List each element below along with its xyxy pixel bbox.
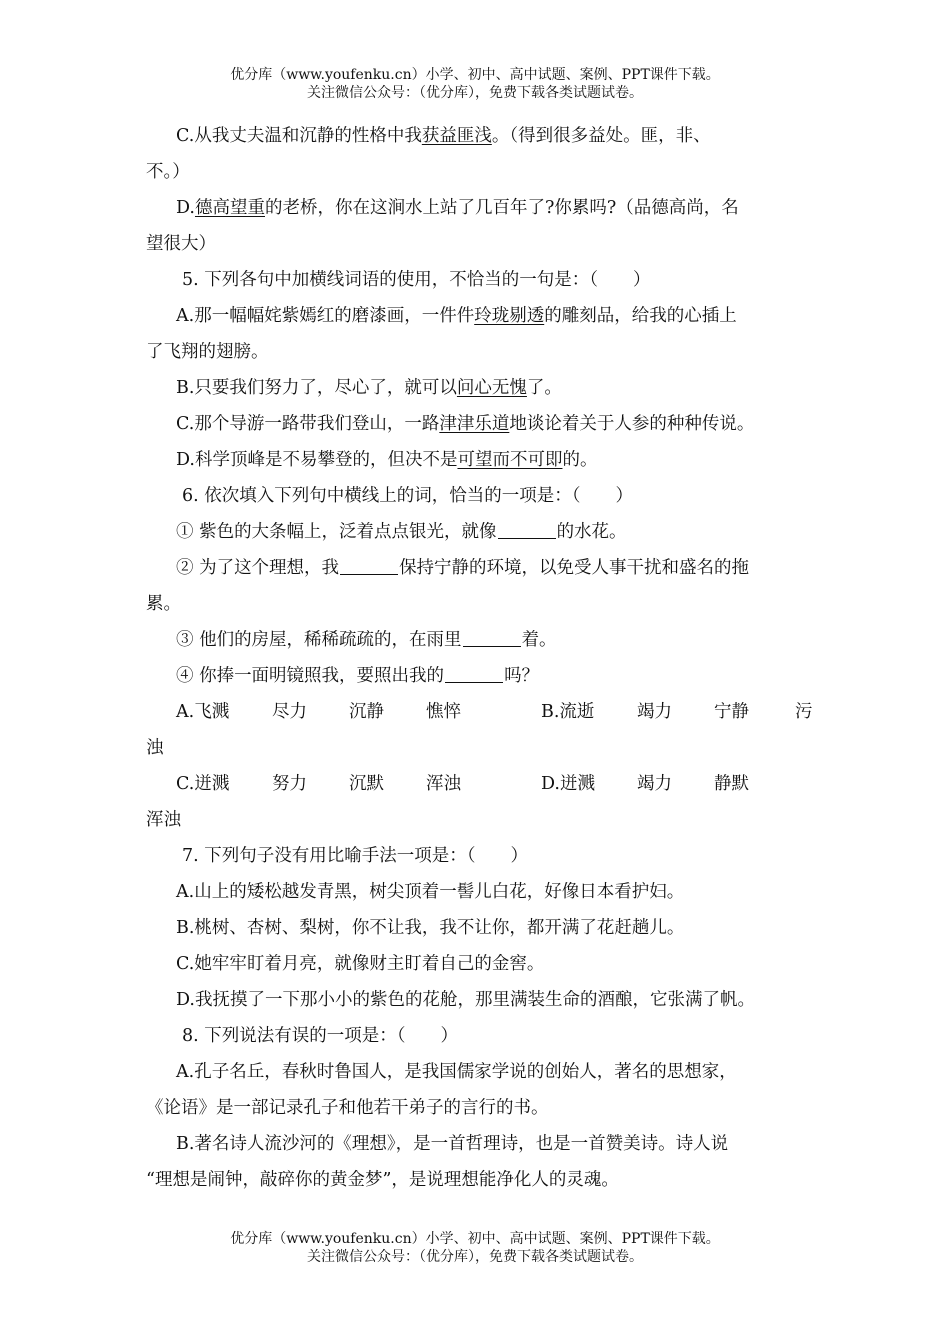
q8-option-a-cont: 《论语》是一部记录孔子和他若干弟子的言行的书。 xyxy=(146,1098,549,1118)
underlined-term: 玲珑剔透 xyxy=(474,306,545,326)
option-word: 沉默 xyxy=(349,774,384,794)
q8-stem: 8. 下列说法有误的一项是：（ ） xyxy=(182,1026,459,1046)
answer-blank xyxy=(463,630,521,647)
option-word: 憔悴 xyxy=(426,702,461,722)
q7-option-c: C.她牢牢盯着月亮，就像财主盯着自己的金窖。 xyxy=(176,954,545,974)
option-word: 尽力 xyxy=(272,702,307,722)
header-line-1: 优分库（www.youfenku.cn）小学、初中、高中试题、案例、PPT课件下载。 xyxy=(230,67,720,83)
q6-sentence-2-cont: 累。 xyxy=(146,594,181,614)
option-word: 污 xyxy=(795,702,813,722)
q4-option-d: D.德高望重的老桥，你在这涧水上站了几百年了?你累吗?（品德高尚，名 xyxy=(176,198,739,218)
q6-sentence-4: ④ 你捧一面明镜照我，要照出我的 吗？ xyxy=(176,666,540,686)
option-word: 静默 xyxy=(714,774,749,794)
q6-sentence-1: ① 紫色的大条幅上，泛着点点银光，就像 的水花。 xyxy=(176,522,627,542)
option-word: 沉静 xyxy=(349,702,384,722)
q6-options-ab xyxy=(146,694,813,730)
footer-line-2: 关注微信公众号：（优分库），免费下载各类试题试卷。 xyxy=(307,1249,643,1265)
option-word: 竭力 xyxy=(637,702,672,722)
underlined-term: 获益匪浅 xyxy=(421,126,492,146)
q4-option-c-cont: 不。） xyxy=(146,162,190,182)
option-word: 竭力 xyxy=(637,774,672,794)
q8-option-b: B.著名诗人流沙河的《理想》，是一首哲理诗，也是一首赞美诗。诗人说 xyxy=(176,1134,729,1154)
q5-option-c: C.那个导游一路带我们登山，一路津津乐道地谈论着关于人参的种种传说。 xyxy=(176,414,755,434)
q5-stem: 5. 下列各句中加横线词语的使用，不恰当的一句是：（ ） xyxy=(182,270,651,290)
q4-option-d-cont: 望很大） xyxy=(146,234,216,254)
q6-stem: 6. 依次填入下列句中横线上的词，恰当的一项是：（ ） xyxy=(182,486,634,506)
q5-option-b: B.只要我们努力了，尽心了，就可以问心无愧了。 xyxy=(176,378,562,398)
header-line-2: 关注微信公众号：（优分库），免费下载各类试题试卷。 xyxy=(307,85,643,101)
q6-options-cd xyxy=(146,766,806,802)
q5-option-a-cont: 了飞翔的翅膀。 xyxy=(146,342,269,362)
q5-option-d: D.科学顶峰是不易攀登的，但决不是可望而不可即的。 xyxy=(176,450,598,470)
document-body xyxy=(146,118,813,1198)
answer-blank xyxy=(445,666,503,683)
option-word: 宁静 xyxy=(714,702,749,722)
option-word: 浑浊 xyxy=(426,774,461,794)
q7-option-d: D.我抚摸了一下那小小的紫色的花舱，那里满装生命的酒酿，它张满了帆。 xyxy=(176,990,755,1010)
underlined-term: 问心无愧 xyxy=(456,378,527,398)
q6-sentence-2: ② 为了这个理想，我 保持宁静的环境，以免受人事干扰和盛名的拖 xyxy=(176,558,750,578)
q4-option-c: C.从我丈夫温和沉静的性格中我获益匪浅。（得到很多益处。匪，非、 xyxy=(176,126,711,146)
q6-options-ab-cont: 浊 xyxy=(146,738,164,758)
option-word: B.流逝 xyxy=(541,702,595,722)
q5-option-a: A.那一幅幅姹紫嫣红的磨漆画，一件件玲珑剔透的雕刻品，给我的心插上 xyxy=(176,306,737,326)
q6-sentence-3: ③ 他们的房屋，稀稀疏疏的，在雨里 着。 xyxy=(176,630,557,650)
option-word: D.迸溅 xyxy=(541,774,595,794)
option-word: A.飞溅 xyxy=(176,702,230,722)
option-word: 努力 xyxy=(272,774,307,794)
answer-blank xyxy=(340,558,398,575)
q8-option-b-cont: “理想是闹钟，敲碎你的黄金梦”，是说理想能净化人的灵魂。 xyxy=(146,1170,619,1190)
underlined-term: 津津乐道 xyxy=(439,414,510,434)
q7-option-a: A.山上的矮松越发青黑，树尖顶着一髻儿白花，好像日本看护妇。 xyxy=(176,882,685,902)
footer-line-1: 优分库（www.youfenku.cn）小学、初中、高中试题、案例、PPT课件下载。 xyxy=(230,1231,720,1247)
answer-blank xyxy=(498,522,556,539)
q8-option-a: A.孔子名丘，春秋时鲁国人，是我国儒家学说的创始人，著名的思想家， xyxy=(176,1062,737,1082)
q6-options-cd-cont: 浑浊 xyxy=(146,810,181,830)
page-footer xyxy=(0,1230,950,1266)
option-word: C.迸溅 xyxy=(176,774,230,794)
q7-stem: 7. 下列句子没有用比喻手法一项是：（ ） xyxy=(182,846,529,866)
underlined-term: 可望而不可即 xyxy=(457,450,563,470)
page-header xyxy=(0,66,950,102)
q7-option-b: B.桃树、杏树、梨树，你不让我，我不让你，都开满了花赶趟儿。 xyxy=(176,918,685,938)
underlined-term: 德高望重 xyxy=(194,198,265,218)
